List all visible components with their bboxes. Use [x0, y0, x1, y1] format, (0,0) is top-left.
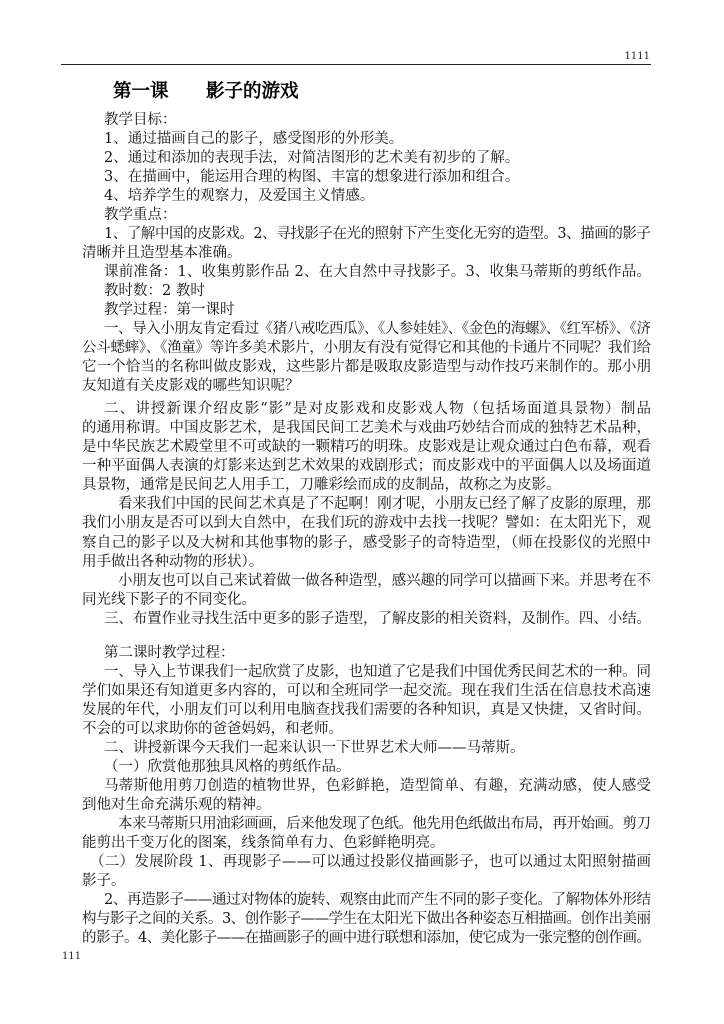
key-points-line: 清晰并且造型基本准确。 — [82, 244, 242, 261]
paragraph-line: 马蒂斯他用剪刀创造的植物世界，色彩鲜艳，造型简单、有趣，充满动感，使人感受 — [104, 778, 652, 795]
new-lesson-line: 二、讲授新课今天我们一起来认识一下世界艺术大师——马蒂斯。 — [104, 740, 525, 756]
paragraph-line: 同光线下影子的不同变化。 — [82, 591, 256, 608]
lesson-plan-body — [82, 111, 651, 949]
key-points-heading: 教学重点： — [104, 206, 177, 223]
objectives-heading: 教学目标： — [104, 111, 177, 128]
objective-item: 1、通过描画自己的影子，感受图形的外形美。 — [104, 130, 404, 147]
new-lesson-paragraph-line: 是中华民族艺术殿堂里不可或缺的一颗精巧的明珠。皮影戏是让观众通过白色布幕，观看 — [82, 439, 652, 456]
subsection-heading: （一）欣赏他那独具风格的剪纸作品。 — [104, 759, 351, 776]
paragraph-line: 用手做出各种动物的形状）。 — [82, 553, 264, 570]
page-footer-number: 111 — [62, 951, 82, 962]
process-heading-lesson-1: 教学过程：第一课时 — [104, 301, 235, 318]
objective-item: 4、培养学生的观察力，及爱国主义情感。 — [104, 187, 375, 204]
paragraph-line: 能剪出千变万化的图案，线条简单有力、色彩鲜艳明亮。 — [82, 835, 445, 852]
lesson-number: 第一课 — [113, 81, 169, 102]
objective-item: 3、在描画中，能运用合理的构图、丰富的想象进行添加和组合。 — [104, 168, 520, 185]
intro-paragraph-line: 发展的年代，小朋友们可以利用电脑查找我们需要的各种知识，真是又快捷，又省时间。 — [82, 701, 652, 718]
class-hours-line: 教时数：2 教时 — [104, 282, 205, 299]
paragraph-line: 到他对生命充满乐观的精神。 — [82, 797, 271, 814]
preparation-line: 课前准备：1、收集剪影作品 2、在大自然中寻找影子。3、收集马蒂斯的剪纸作品。 — [104, 263, 652, 280]
intro-paragraph-line: 它一个恰当的名称叫做皮影戏，这些影片都是吸取皮影造型与动作技巧来制作的。那小朋 — [82, 359, 652, 376]
objective-item: 2、通过和添加的表现手法，对简洁图形的艺术美有初步的了解。 — [104, 149, 520, 166]
lesson-title: 影子的游戏 — [206, 81, 299, 102]
process-heading-lesson-2: 第二课时教学过程： — [104, 644, 235, 661]
key-points-line: 1、了解中国的皮影戏。2、寻找影子在光的照射下产生变化无穷的造型。3、描画的影子 — [104, 225, 651, 242]
intro-paragraph-line: 一、导入小朋友肯定看过《猪八戒吃西瓜》、《人参娃娃》、《金色的海螺》、《红军桥》、《济 — [104, 321, 651, 338]
page-header-number: 1111 — [624, 51, 650, 62]
subsection-paragraph-line: （二）发展阶段 1、再现影子——可以通过投影仪描画影子，也可以通过太阳照射描画 — [90, 854, 652, 871]
paragraph-line: 小朋友也可以自己来试着做一做各种造型，感兴趣的同学可以描画下来。并思考在不 — [118, 572, 651, 589]
header-rule — [61, 64, 651, 65]
new-lesson-paragraph-line: 的通用称谓。中国皮影艺术，是我国民间工艺美术与戏曲巧妙结合而成的独特艺术品种， — [82, 420, 652, 437]
new-lesson-paragraph-line: 一种平面偶人表演的灯影来达到艺术效果的戏剧形式；而皮影戏中的平面偶人以及场面道 — [82, 458, 652, 475]
new-lesson-paragraph-line: 二、讲授新课介绍皮影“影”是对皮影戏和皮影戏人物（包括场面道具景物）制品 — [104, 401, 653, 418]
paragraph-line: 2、再造影子——通过对物体的旋转、观察由此而产生不同的影子变化。了解物体外形结 — [104, 892, 651, 909]
paragraph-line: 察自己的影子以及大树和其他事物的影子，感受影子的奇特造型，（师在投影仪的光照中 — [82, 534, 652, 551]
intro-paragraph-line: 学们如果还有知道更多内容的，可以和全班同学一起交流。现在我们生活在信息技术高速 — [82, 682, 652, 699]
intro-paragraph-line: 友知道有关皮影戏的哪些知识呢？ — [82, 378, 300, 395]
paragraph-line: 的影子。4、美化影子——在描画影子的画中进行联想和添加，使它成为一张完整的创作画。 — [82, 930, 651, 947]
paragraph-line: 我们小朋友是否可以到大自然中，在我们玩的游戏中去找一找呢？譬如：在太阳光下，观 — [82, 515, 652, 532]
intro-paragraph-line: 一、导入上节课我们一起欣赏了皮影，也知道了它是我们中国优秀民间艺术的一种。同 — [104, 663, 651, 680]
paragraph-line: 看来我们中国的民间艺术真是了不起啊！刚才呢，小朋友已经了解了皮影的原理，那 — [118, 496, 651, 513]
homework-line: 三、布置作业寻找生活中更多的影子造型，了解皮影的相关资料，及制作。四、小结。 — [104, 610, 651, 627]
subsection-paragraph-line: 影子。 — [82, 873, 126, 890]
intro-paragraph-line: 公斗蟋蟀》、《渔童》等许多美术影片，小朋友有没有觉得它和其他的卡通片不同呢？我们给 — [82, 340, 651, 357]
paragraph-line: 构与影子之间的关系。3、创作影子——学生在太阳光下做出各种姿态互相描画。创作出美丽 — [82, 911, 651, 928]
new-lesson-paragraph-line: 具景物，通常是民间艺人用手工，刀雕彩绘而成的皮制品，故称之为皮影。 — [82, 477, 561, 494]
paragraph-line: 本来马蒂斯只用油彩画画，后来他发现了色纸。他先用色纸做出布局，再开始画。剪刀 — [118, 816, 651, 833]
intro-paragraph-line: 不会的可以求助你的爸爸妈妈，和老师。 — [82, 720, 343, 737]
